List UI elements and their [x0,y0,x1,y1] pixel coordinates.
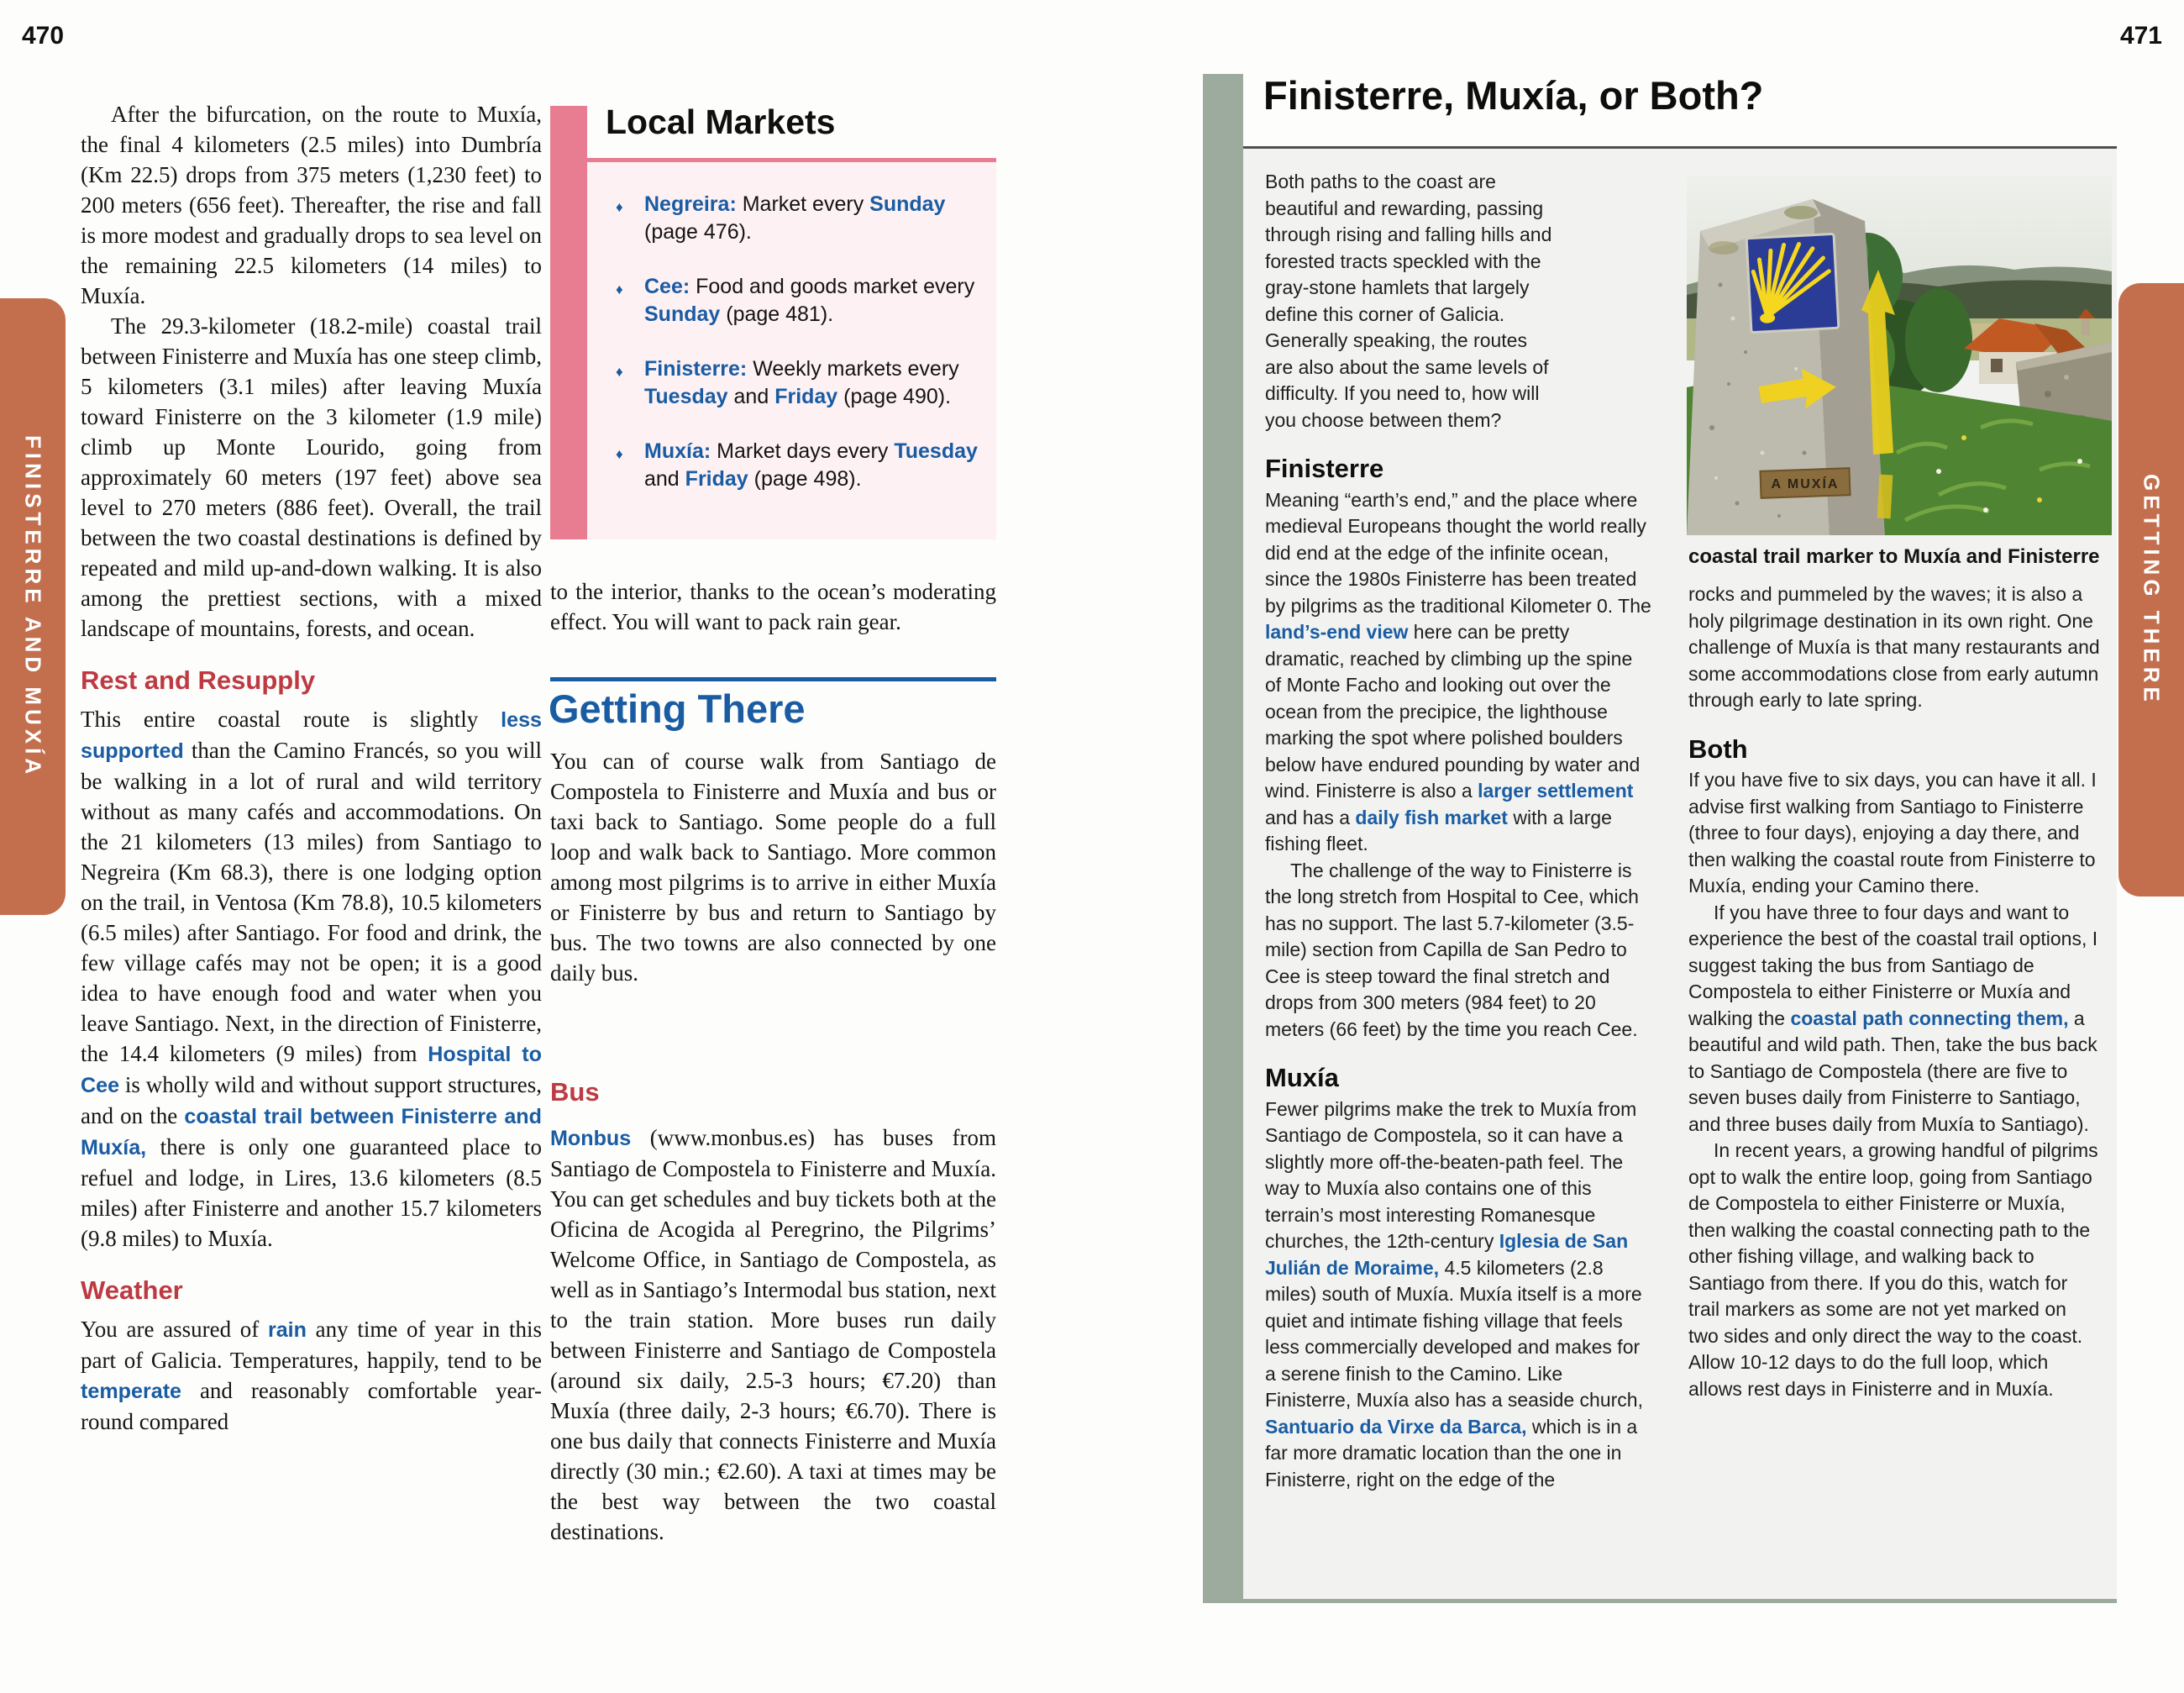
diamond-bullet-icon: ♦ [616,199,623,215]
paragraph: After the bifurcation, on the route to Muxía, the final 4 kilometers (2.5 miles) into Dumbría (Km 22.5) drops from 375 meters (1,230 feet) to 200 meters (656 feet). Thereafter, the rise and fall is more modest and gradually drops to sea level on the remaining 22.5 kilometers (14 miles) to Muxía. [81,102,542,308]
getting-there-rule [550,677,996,681]
sidebar-body [587,162,996,539]
paragraph: You can of course walk from Santiago de Compostela to Finisterre and Muxía and bus or taxi back to Santiago. Some people do a full loop and walk back to Santiago. More common among most pilgrims is to arrive in either Muxía or Finisterre by bus and return to Santiago by bus. The two towns are also connected by one daily bus. [550,749,996,986]
flower [1936,469,1941,474]
paragraph: The challenge of the way to Finisterre is the long stretch from Hospital to Cee, which has no support. The last 5.7-kilometer (3.5-mile) section from Capilla de San Pedro to Cee is steep toward the final stretch and drops from 300 meters (984 feet) to 20 meters (66 feet) by the time you reach Cee. [1265,859,1639,1040]
sidebar-accent-bar [550,106,587,539]
paragraph: Meaning “earth’s end,” and the place where medieval Europeans thought the world really did end at the edge of the infinite ocean, since the 1980s Finisterre has been treated by pilgrims as the traditional Kilometer 0. The land’s-end view here can be pretty dramatic, reached by climbing up the spine of Monte Facho and looking out over the ocean from the precipice, the lighthouse marking the spot where polished boulders below have endured pounding by water and wind. Finisterre is also a larger settlement and has a daily fish market with a large fishing fleet. [1265,488,1651,854]
subheading-finisterre: Finisterre [1265,454,1384,483]
section-tab-getting-there [2118,283,2184,896]
chapter-tab-label: FINISTERRE AND MUXÍA [20,434,46,779]
left-page-column-1 [81,99,542,1437]
box-column-1 [1265,169,1653,1493]
paragraph: In recent years, a growing handful of pilgrims opt to walk the entire loop, going from Santiago de Compostela to either Finisterre or Muxía, then walking the coastal connecting path to the other fishing village, and walking back to Santiago from there. If you do this, watch for trail markers as some are not yet marked on two sides and only direct the way to the coast. Allow 10-12 days to do the full loop, which allows rest days in Finisterre and in Muxía. [1688,1139,2098,1400]
diamond-bullet-icon: ♦ [616,281,623,297]
moss-patch [1784,206,1818,219]
paragraph: Fewer pilgrims make the trek to Muxía from Santiago de Compostela, so it can have a slightly more off-the-beaten-path feel. The way to Muxía also contains one of this terrain’s most interesting Romanesque churches, the 12th-century Iglesia de San Julián de Moraime, 4.5 kilometers (2.8 miles) south of Muxía. Muxía itself is a more quiet and intimate fishing village that feels less commercially developed and makes for a serene finish to the Camino. Like Finisterre, Muxía also has a seaside church, Santuario da Virxe da Barca, which is in a far more dramatic location than the one in Finisterre, right on the edge of the [1265,1097,1643,1491]
local-markets-sidebar [550,103,996,539]
flower [1961,435,1966,440]
market-list-item: ♦ Cee: Food and goods market every Sunday (page 481). [616,275,975,326]
flower [2077,459,2082,464]
photo-caption: coastal trail marker to Muxía and Finisterre [1688,545,2100,568]
market-list-item: ♦ Muxía: Market days every Tuesday and Friday (page 498). [616,439,978,491]
wall-stone [2064,375,2069,380]
paragraph: to the interior, thanks to the ocean’s moderating effect. You will want to pack rain gear. [550,579,996,634]
market-list-item: ♦ Negreira: Market every Sunday (page 476). [616,192,946,244]
section-tab-label: GETTING THERE [2139,474,2165,706]
paragraph-bus [550,1123,996,1547]
paragraph: rocks and pummeled by the waves; it is also a holy pilgrimage destination in its own right. One challenge of Muxía is that many restaurants and some accommodations close from early autumn through early to late spring. [1688,583,2100,711]
sidebar-title: Local Markets [606,103,836,141]
box-body [1243,149,2117,1603]
flower [2037,497,2042,502]
moss-patch [1709,241,1739,255]
paragraph: You are assured of rain any time of year in this part of Galicia. Temperatures, happily, tend to be temperate and reasonably comfortable year-round compared [81,1317,542,1434]
diamond-bullet-icon: ♦ [616,364,623,380]
page-number-right: 471 [2119,22,2162,50]
flower [1983,507,1988,513]
section-heading-rest-and-resupply: Rest and Resupply [81,665,316,695]
hedge-tree [1905,288,1972,392]
paragraph: If you have three to four days and want to experience the best of the coastal trail options, I suggest taking the bus from Santiago de Compostela to either Finisterre or Muxía and walking the coastal path connecting them, a beautiful and wild path. Then, take the bus back to Santiago de Compostela (there are five to seven buses daily from Finisterre to Santiago, and three buses daily from Muxía to Santiago). [1688,901,2098,1135]
paragraph: Monbus (www.monbus.es) has buses from Santiago de Compostela to Finisterre and Muxía. You can get schedules and buy tickets both at the Oficina de Acogida al Peregrino, the Pilgrims’ Welcome Office, in Santiago de Compostela, as well as in Santiago’s Intermodal bus station, next to the train station. More buses run daily between Finisterre and Santiago de Compostela (around six daily, 2.5-3 hours; €7.20) than Muxía (three daily, 2-3 hours; €6.70). There is one bus daily that connects Finisterre and Muxía directly (30 min.; €2.60). A taxi at times may be the best way between the two coastal destinations. [550,1125,996,1544]
page-number-left: 470 [22,22,65,50]
paragraph: If you have five to six days, you can have it all. I advise first walking from Santiago to Finisterre (three to four days), enjoying a day there, and then walking the coastal route from Finisterre to Muxía, ending your Camino there. [1688,769,2097,896]
trail-marker-photo-illustration [1687,176,2112,535]
section-heading-getting-there: Getting There [549,686,806,731]
section-heading-bus: Bus [550,1077,600,1107]
box-column-2 [1688,581,2102,1402]
camino-plaque [1746,234,1839,332]
box-title: Finisterre, Muxía, or Both? [1263,73,1764,118]
paragraph: Both paths to the coast are beautiful and rewarding, passing through rising and falling hills and forested tracts speckled with the gray-stone hamlets that largely define this corner of Galicia. Generally speaking, the routes are also about the same levels of difficulty. If you need to, how will you choose between them? [1265,171,1552,431]
paragraph: This entire coastal route is slightly less supported than the Camino Francés, so you will be walking in a lot of rural and wild territory without as many cafés and accommodations. On the 21 kilometers (13 miles) from Santiago to Negreira (Km 68.3), there is one lodging option on the trail, in Ventosa (Km 78.8), 10.5 kilometers (6.5 miles) after Santiago. For food and drink, the few village cafés may not be open; it is a good idea to have enough food and water when you leave Santiago. Next, in the direction of Finisterre, the 14.4 kilometers (9 miles) from Hospital to Cee is wholly wild and without support structures, and on the coastal trail between Finisterre and Muxía, there is only one guaranteed place to refuel and lodge, in Lires, 13.6 kilometers (8.5 miles) after Finisterre and another 15.7 kilometers (9.8 miles) to Muxía. [81,707,542,1251]
trail-marker-photo [1687,176,2112,535]
diamond-bullet-icon: ♦ [616,446,623,462]
market-list-item: ♦ Finisterre: Weekly markets every Tuesday and Friday (page 490). [616,357,959,408]
distant-tower [2082,317,2090,335]
marker-plate-label: A MUXÍA [1771,477,1840,492]
feature-box-finisterre-muxia-or-both [1203,74,2117,1603]
box-accent-bar [1203,74,1243,1603]
paragraph: The 29.3-kilometer (18.2-mile) coastal trail between Finisterre and Muxía has one steep climb, 5 kilometers (3.1 miles) after leaving Muxía toward Finisterre on the 3 kilometer (1.9 mile) climb up Monte Lourido, going from approximately 60 meters (197 feet) above sea level to 270 meters (886 feet). Overall, the trail between the two coastal destinations is defined by repeated and mild up-and-down walking. It is also among the prettiest sections, with a mixed landscape of mountains, forests, and ocean. [81,313,542,641]
chapter-tab-finisterre-and-muxia [0,298,66,915]
subheading-both: Both [1688,733,1748,764]
section-heading-weather: Weather [81,1275,183,1305]
paragraph-continuation [550,576,996,637]
wall-stone [2045,391,2051,397]
subheading-muxia: Muxía [1265,1063,1339,1092]
house-window [1991,359,2003,372]
marker-name-plate [1760,468,1850,498]
paragraph-getting-there [550,746,996,988]
